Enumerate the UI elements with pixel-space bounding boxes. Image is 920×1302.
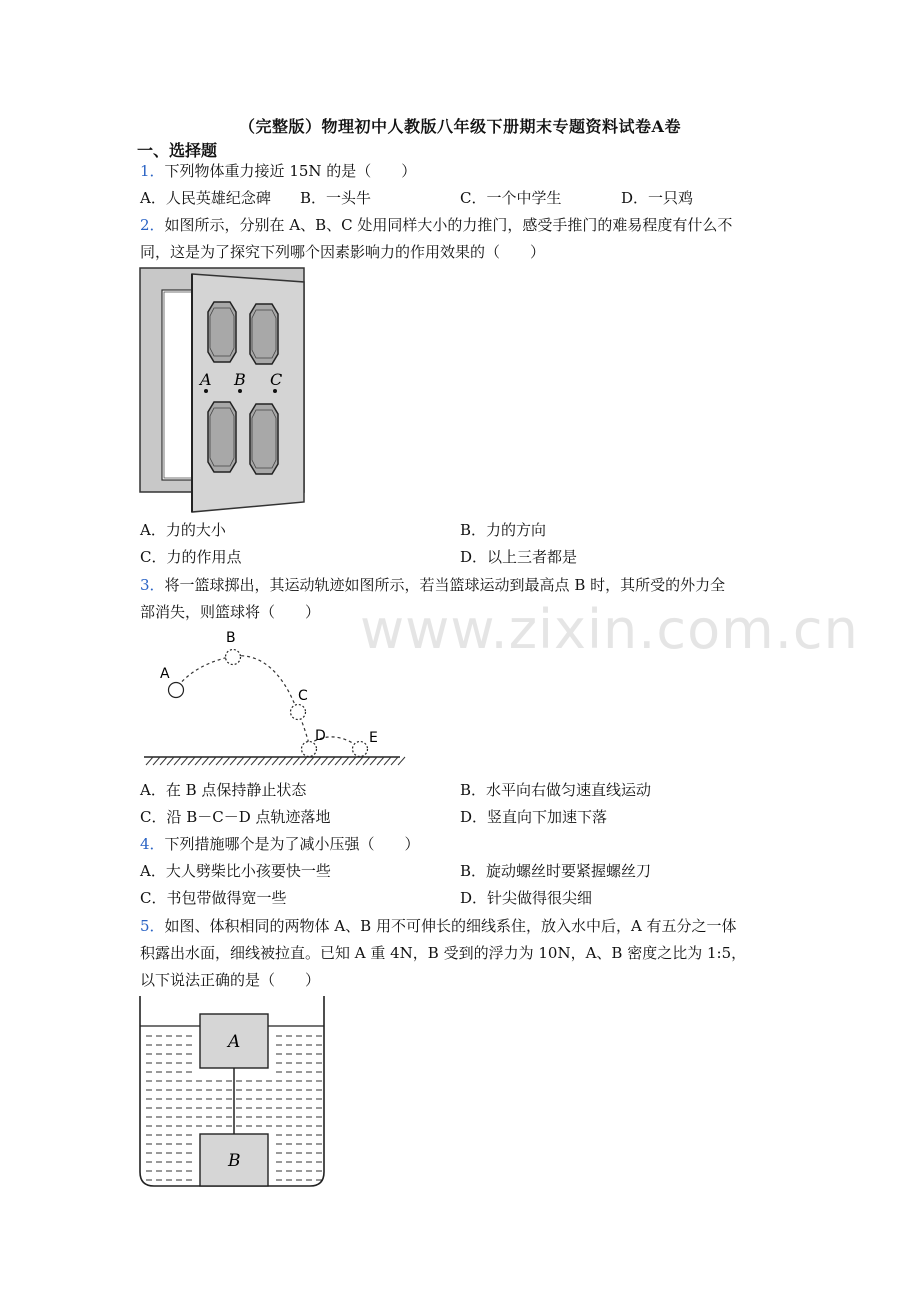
q4-option-c: C．书包带做得宽一些 [140, 889, 287, 907]
question-stem-line-1: 如图所示，分别在 A、B、C 处用同样大小的力推门，感受手推门的难易程度有什么不 [164, 216, 733, 234]
point-c-label: C [270, 370, 283, 389]
point-a-dot [204, 389, 208, 393]
question-stem-line-1: 如图、体积相同的两物体 A、B 用不可伸长的细线系住，放入水中后，A 有五分之一体 [164, 917, 737, 935]
question-stem: 下列措施哪个是为了减小压强（ ） [164, 835, 420, 853]
q4-option-a: A．大人劈柴比小孩要快一些 [140, 862, 331, 880]
label-a: A [160, 666, 170, 682]
point-b-dot [238, 389, 242, 393]
question-3-line-2: 部消失，则篮球将（ ） [140, 603, 321, 621]
question-5 [140, 917, 737, 935]
q3-option-b: B．水平向右做匀速直线运动 [460, 781, 652, 799]
question-stem: 下列物体重力接近 15N 的是（ ） [164, 162, 417, 180]
page-title: （完整版）物理初中人教版八年级下册期末专题资料试卷A卷 [239, 117, 681, 136]
question-number: 2． [140, 216, 165, 234]
question-number: 1． [140, 162, 165, 180]
q4-option-b: B．旋动螺丝时要紧握螺丝刀 [460, 862, 652, 880]
ball-b [226, 650, 241, 665]
door-figure [138, 266, 308, 514]
question-number: 4． [140, 835, 165, 853]
point-c-dot [273, 389, 277, 393]
ball-c [291, 705, 306, 720]
door-panel [208, 402, 236, 472]
watermark: www.zixin.com.cn [360, 598, 859, 661]
question-number: 3． [140, 576, 165, 594]
section-heading: 一、选择题 [137, 141, 218, 160]
buoyancy-figure [138, 996, 328, 1190]
q2-option-d: D．以上三者都是 [460, 548, 578, 566]
q2-option-a: A．力的大小 [140, 521, 226, 539]
block-b-label: B [228, 1151, 241, 1171]
question-3 [140, 576, 725, 594]
question-2 [140, 216, 732, 234]
q1-option-d: D．一只鸡 [621, 189, 694, 207]
q1-option-a: A．人民英雄纪念碑 [140, 189, 271, 207]
question-5-line-3: 以下说法正确的是（ ） [140, 971, 321, 989]
question-number: 5． [140, 917, 165, 935]
q4-option-d: D．针尖做得很尖细 [460, 889, 593, 907]
q2-option-c: C．力的作用点 [140, 548, 242, 566]
point-b-label: B [234, 370, 246, 389]
label-d: D [315, 728, 326, 744]
label-e: E [369, 730, 378, 746]
ball-a [169, 683, 184, 698]
block-a-label: A [228, 1032, 241, 1052]
q3-option-d: D．竖直向下加速下落 [460, 808, 608, 826]
q1-option-b: B．一头牛 [300, 189, 372, 207]
label-b: B [226, 630, 236, 646]
point-a-label: A [200, 370, 212, 389]
question-5-line-2: 积露出水面，细线被拉直。已知 A 重 4N，B 受到的浮力为 10N，A、B 密度之比为 1:5， [140, 944, 747, 962]
question-2-line-2: 同，这是为了探究下列哪个因素影响力的作用效果的（ ） [140, 243, 546, 261]
q3-option-c: C．沿 B－C－D 点轨迹落地 [140, 808, 331, 826]
question-stem-line-1: 将一篮球掷出，其运动轨迹如图所示，若当篮球运动到最高点 B 时，其所受的外力全 [164, 576, 726, 594]
q1-option-c: C．一个中学生 [460, 189, 562, 207]
q2-option-b: B．力的方向 [460, 521, 547, 539]
door-panel [250, 404, 278, 474]
trajectory-path [178, 656, 309, 744]
question-4 [140, 835, 420, 853]
ball-e [353, 742, 368, 757]
ground-hatching [146, 757, 405, 765]
label-c: C [298, 688, 308, 704]
question-1 [140, 162, 416, 180]
q3-option-a: A．在 B 点保持静止状态 [140, 781, 307, 799]
